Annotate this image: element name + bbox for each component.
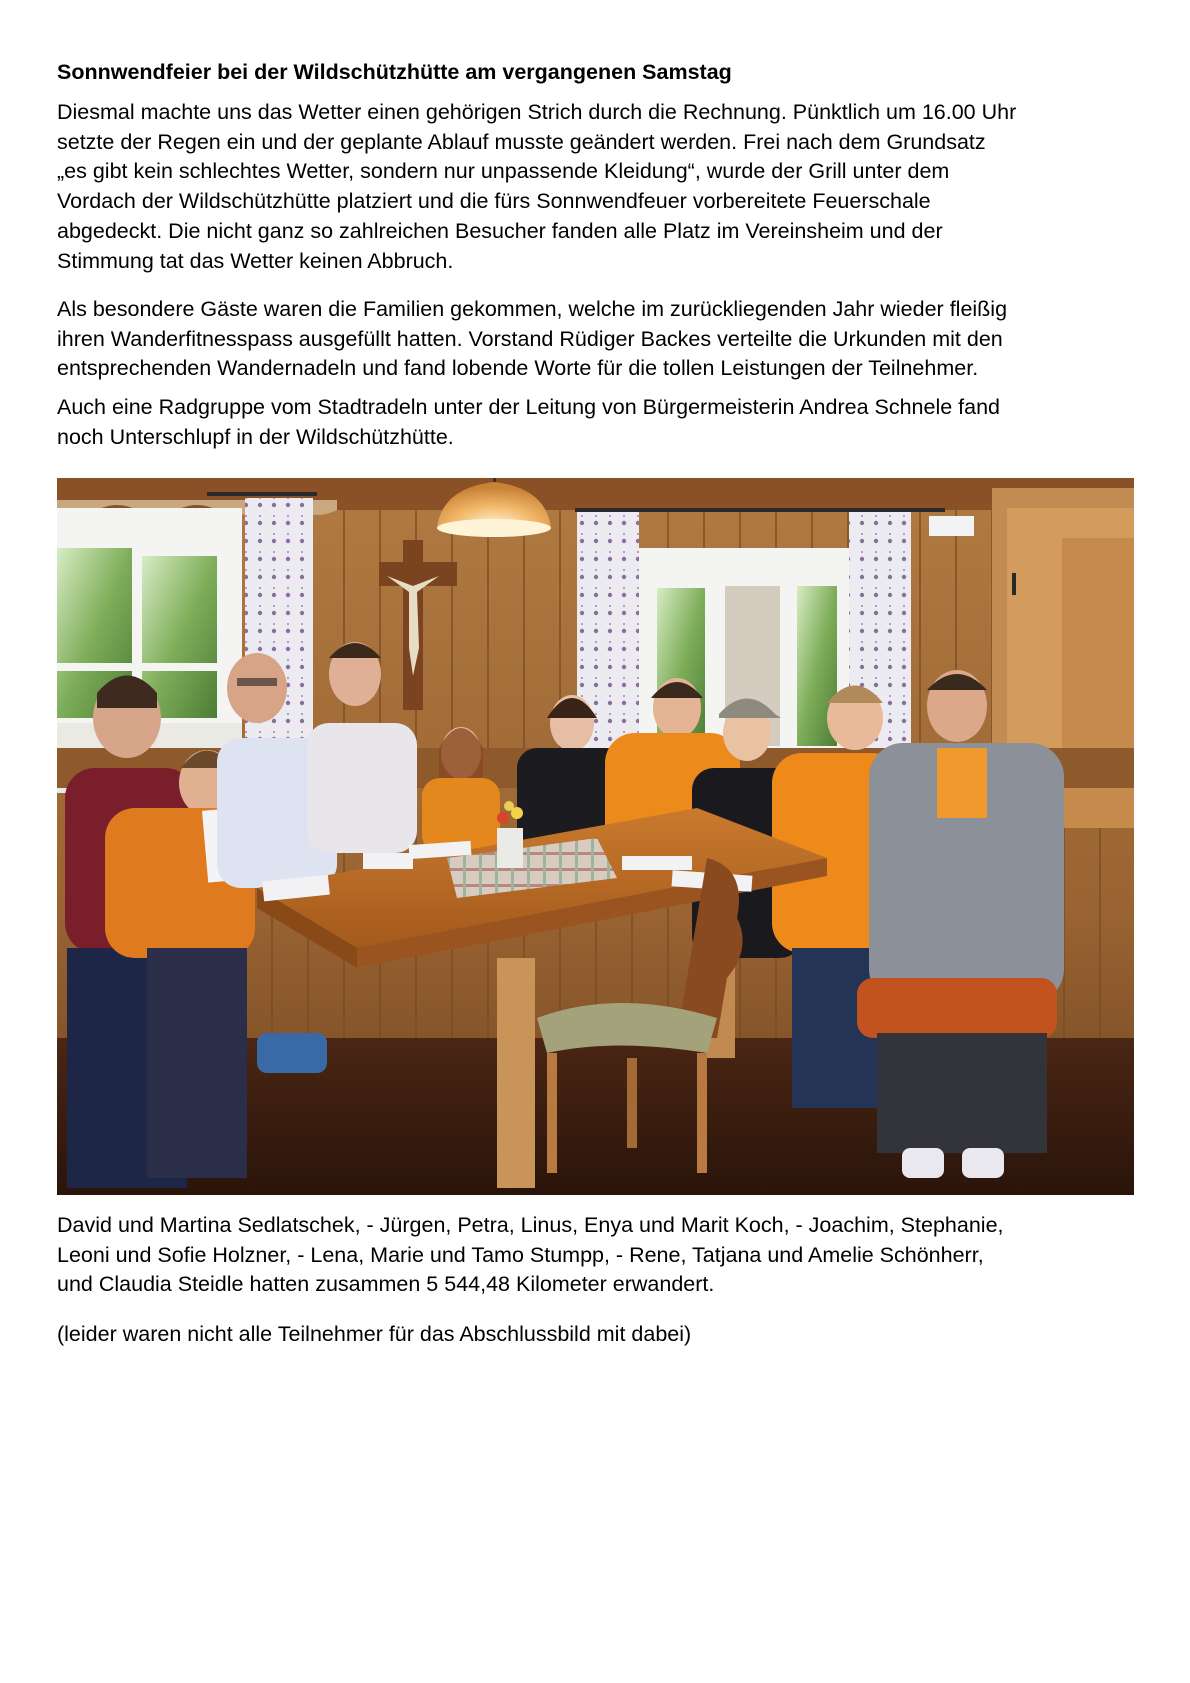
text-line: Auch eine Radgruppe vom Stadtradeln unter der Leitung von Bürgermeisterin Andrea Schnele fand (57, 395, 1001, 419)
text-line: Als besondere Gäste waren die Familien gekommen, welche im zurückliegenden Jahr wieder fleißig (57, 297, 1008, 321)
text-line: Diesmal machte uns das Wetter einen gehörigen Strich durch die Rechnung. Pünktlich um 16.00 Uhr (57, 100, 1017, 124)
photo-caption (57, 1211, 1004, 1300)
caption-line: David und Martina Sedlatschek, - Jürgen, Petra, Linus, Enya und Marit Koch, - Joachim, Stephanie, (57, 1213, 1004, 1237)
photo-note: (leider waren nicht alle Teilnehmer für das Abschlussbild mit dabei) (57, 1322, 692, 1346)
caption-line: und Claudia Steidle hatten zusammen 5 544,48 Kilometer erwandert. (57, 1272, 715, 1297)
text-line: „es gibt kein schlechtes Wetter, sondern nur unpassende Kleidung“, wurde der Grill unter dem (57, 159, 950, 184)
caption-line: Leoni und Sofie Holzner, - Lena, Marie und Tamo Stumpp, - Rene, Tatjana und Amelie Schönherr, (57, 1242, 984, 1267)
text-line: abgedeckt. Die nicht ganz so zahlreichen Besucher fanden alle Platz im Vereinsheim und der (57, 218, 943, 243)
text-line: Vordach der Wildschützhütte platziert und die fürs Sonnwendfeuer vorbereitete Feuerschale (57, 189, 931, 214)
text-line: Stimmung tat das Wetter keinen Abbruch. (57, 248, 454, 273)
text-line: ihren Wanderfitnesspass ausgefüllt hatten. Vorstand Rüdiger Backes verteilte die Urkunden mit den (57, 326, 1003, 351)
text-line: setzte der Regen ein und der geplante Ablauf musste geändert werden. Frei nach dem Grundsatz (57, 129, 986, 154)
paragraph-guests (57, 295, 1007, 384)
text-line: noch Unterschlupf in der Wildschützhütte. (57, 424, 454, 449)
article-title: Sonnwendfeier bei der Wildschützhütte am vergangenen Samstag (57, 60, 732, 84)
group-photo (57, 478, 1134, 1195)
text-line: entsprechenden Wandernadeln und fand lobende Worte für die tollen Leistungen der Teilnehmer. (57, 356, 979, 381)
paragraph-cycling-group (57, 393, 1000, 452)
paragraph-weather (57, 98, 1016, 276)
